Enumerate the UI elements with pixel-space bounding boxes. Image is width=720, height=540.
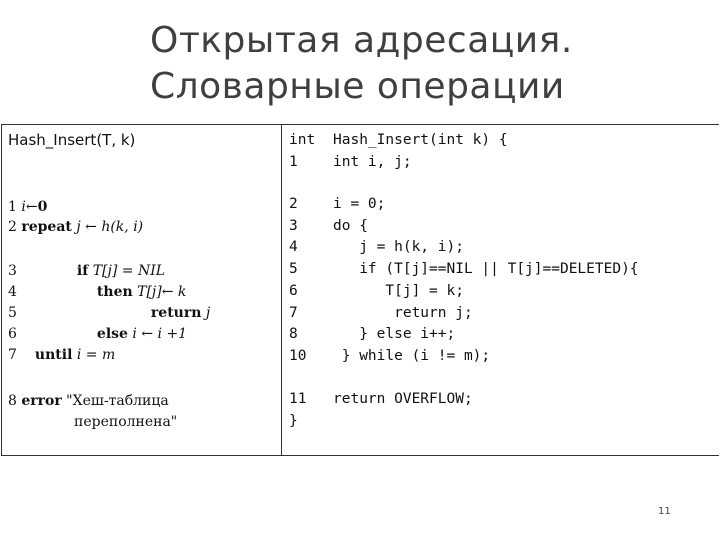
c-code-block-1 <box>289 130 508 173</box>
pseudocode-line-8: 8 error "Хеш-таблица <box>8 393 169 409</box>
pseudocode-line-6: 6 else i ← i +1 <box>8 326 188 342</box>
pseudocode-header: Hash_Insert(T, k) <box>8 131 136 149</box>
c-code-line: return OVERFLOW; <box>333 391 473 407</box>
c-line-number: 1 <box>289 153 298 170</box>
column-divider <box>281 124 282 456</box>
c-code-line: T[j] = k; <box>333 282 464 299</box>
c-code-line: i = 0; <box>333 196 386 212</box>
slide-title-line-1: Открытая адресация. <box>150 20 573 61</box>
pseudocode-line-7: 7 until i = m <box>8 347 116 363</box>
c-line-number: 11 <box>289 391 307 407</box>
pseudocode-line-1: 1 i←0 <box>8 199 48 215</box>
c-line-number: 10 <box>289 347 307 364</box>
c-line-number: 6 <box>289 282 298 299</box>
c-line-number: 8 <box>289 326 298 343</box>
slide-title <box>150 18 630 110</box>
c-line-number: } <box>289 412 298 429</box>
c-code-line: Hash_Insert(int k) { <box>333 132 508 148</box>
c-code-block-3 <box>289 389 473 432</box>
c-line-number: 5 <box>289 261 298 278</box>
c-code-line: } while (i != m); <box>333 347 491 364</box>
c-line-number: 3 <box>289 217 298 234</box>
c-line-number: 2 <box>289 196 298 212</box>
pseudocode-line-2: 2 repeat j ← h(k, i) <box>8 219 144 235</box>
c-code-line: j = h(k, i); <box>333 239 464 256</box>
c-line-number: int <box>289 132 316 148</box>
c-code-block-2 <box>289 194 639 368</box>
slide-title-line-2: Словарные операции <box>150 66 565 107</box>
pseudocode-line-5: 5 return j <box>8 305 211 321</box>
c-line-number: 7 <box>289 304 298 321</box>
c-code-line: } else i++; <box>333 326 456 343</box>
c-line-number: 4 <box>289 239 298 256</box>
page-number: 11 <box>658 506 671 517</box>
pseudocode-line-8-cont: переполнена" <box>74 414 178 430</box>
c-code-line: return j; <box>333 304 473 321</box>
c-code-line: int i, j; <box>333 153 412 170</box>
c-code-line: if (T[j]==NIL || T[j]==DELETED){ <box>333 261 639 278</box>
pseudocode-line-3: 3 if T[j] = NIL <box>8 263 166 279</box>
pseudocode-line-4: 4 then T[j]← k <box>8 284 187 300</box>
c-code-line: do { <box>333 217 368 234</box>
